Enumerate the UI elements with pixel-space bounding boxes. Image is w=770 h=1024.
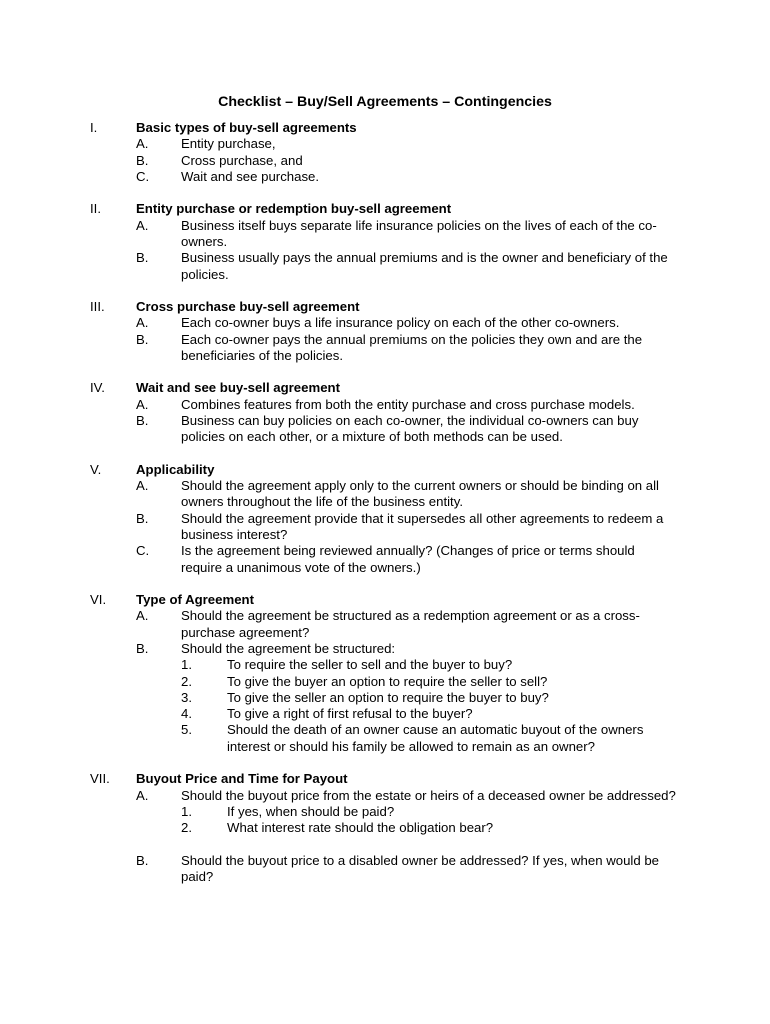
sub-list-item (0, 722, 770, 755)
item-label: B. (136, 250, 149, 266)
sub-item-text: If yes, when should be paid? (227, 803, 395, 819)
section-heading-row (0, 592, 770, 608)
sub-list-item (0, 690, 770, 706)
item-text: Should the agreement apply only to the current owners or should be binding on all owners throughout the life of the business entity. (181, 478, 659, 510)
item-label: C. (136, 543, 150, 559)
section-heading-row (0, 380, 770, 396)
list-item (0, 169, 770, 185)
sub-item-text: To give a right of first refusal to the buyer? (227, 706, 473, 722)
spacer (0, 836, 770, 852)
section-5 (0, 462, 770, 576)
section-number: VI. (90, 592, 107, 608)
item-text: Business itself buys separate life insurance policies on the lives of each of the co-owners. (181, 217, 657, 249)
item-text: Each co-owner buys a life insurance policy on each of the other co-owners. (181, 315, 620, 331)
sub-item-text: To require the seller to sell and the buyer to buy? (227, 657, 513, 673)
section-heading: Entity purchase or redemption buy-sell agreement (136, 201, 452, 217)
item-text: Should the agreement provide that it supersedes all other agreements to redeem a business interest? (181, 510, 664, 542)
section-heading: Basic types of buy-sell agreements (136, 120, 357, 135)
section-number: III. (90, 299, 105, 315)
sub-item-text: To give the seller an option to require the buyer to buy? (227, 689, 549, 705)
item-text: Wait and see purchase. (181, 168, 320, 184)
item-text: Should the buyout price from the estate or heirs of a deceased owner be addressed? (181, 787, 676, 803)
list-item (0, 641, 770, 657)
checklist-body (0, 120, 770, 901)
list-item (0, 136, 770, 152)
item-label: B. (136, 331, 149, 347)
list-item (0, 478, 770, 511)
list-item (0, 397, 770, 413)
list-item (0, 332, 770, 365)
item-label: A. (136, 217, 149, 233)
section-1 (0, 120, 770, 185)
sub-item-label: 3. (181, 689, 192, 705)
section-heading-row (0, 771, 770, 787)
item-text: Business usually pays the annual premiums and is the owner and beneficiary of the policies. (181, 250, 668, 282)
sub-list-item (0, 820, 770, 836)
section-number: V. (90, 461, 102, 477)
item-label: B. (136, 510, 149, 526)
section-heading: Applicability (136, 461, 215, 477)
section-6 (0, 592, 770, 755)
item-label: A. (136, 478, 149, 494)
sub-list-item (0, 706, 770, 722)
section-2 (0, 201, 770, 282)
list-item (0, 608, 770, 641)
section-number: IV. (90, 380, 105, 396)
section-heading-row (0, 120, 770, 136)
item-label: A. (136, 136, 149, 152)
item-label: A. (136, 396, 149, 412)
section-number: I. (90, 120, 98, 135)
list-item (0, 218, 770, 251)
item-text: Combines features from both the entity purchase and cross purchase models. (181, 396, 635, 412)
section-heading-row (0, 201, 770, 217)
item-text: Cross purchase, and (181, 152, 303, 168)
sub-item-label: 1. (181, 803, 192, 819)
section-3 (0, 299, 770, 364)
document-title: Checklist – Buy/Sell Agreements – Contingencies (218, 94, 552, 110)
section-heading: Type of Agreement (136, 592, 254, 608)
section-heading-row (0, 462, 770, 478)
sub-item-label: 4. (181, 706, 192, 722)
sub-item-text: To give the buyer an option to require the seller to sell? (227, 673, 548, 689)
sub-list-item (0, 657, 770, 673)
list-item (0, 853, 770, 886)
item-label: B. (136, 640, 149, 656)
item-text: Should the agreement be structured: (181, 640, 396, 656)
sub-item-label: 2. (181, 673, 192, 689)
list-item (0, 153, 770, 169)
list-item (0, 788, 770, 804)
item-text: Is the agreement being reviewed annually? (Changes of price or terms should require a unanimous vote of the owners.) (181, 543, 635, 575)
section-7 (0, 771, 770, 885)
item-label: A. (136, 787, 149, 803)
item-label: A. (136, 315, 149, 331)
item-text: Each co-owner pays the annual premiums on the policies they own and are the beneficiaries of the policies. (181, 331, 643, 363)
item-label: C. (136, 168, 150, 184)
sub-item-text: Should the death of an owner cause an automatic buyout of the owners interest or should his family be allowed to remain as an owner? (227, 722, 644, 754)
list-item (0, 413, 770, 446)
sub-item-text: What interest rate should the obligation bear? (227, 820, 494, 836)
section-4 (0, 380, 770, 445)
item-text: Entity purchase, (181, 136, 276, 152)
list-item (0, 511, 770, 544)
item-label: A. (136, 608, 149, 624)
sub-item-label: 5. (181, 722, 192, 738)
item-text: Business can buy policies on each co-owner, the individual co-owners can buy policies on each other, or a mixture of both methods can be used. (181, 413, 639, 445)
list-item (0, 250, 770, 283)
item-label: B. (136, 152, 149, 168)
section-number: II. (90, 201, 101, 217)
section-heading: Buyout Price and Time for Payout (136, 771, 348, 787)
section-heading: Cross purchase buy-sell agreement (136, 299, 360, 315)
sub-item-label: 2. (181, 820, 192, 836)
sub-item-label: 1. (181, 657, 192, 673)
section-heading: Wait and see buy-sell agreement (136, 380, 340, 396)
list-item (0, 315, 770, 331)
item-label: B. (136, 852, 149, 868)
section-heading-row (0, 299, 770, 315)
item-text: Should the agreement be structured as a redemption agreement or as a cross-purchase agreement? (181, 608, 640, 640)
item-text: Should the buyout price to a disabled owner be addressed? If yes, when would be paid? (181, 852, 659, 884)
section-number: VII. (90, 771, 110, 787)
sub-list-item (0, 804, 770, 820)
list-item (0, 543, 770, 576)
item-label: B. (136, 413, 149, 429)
sub-list-item (0, 674, 770, 690)
